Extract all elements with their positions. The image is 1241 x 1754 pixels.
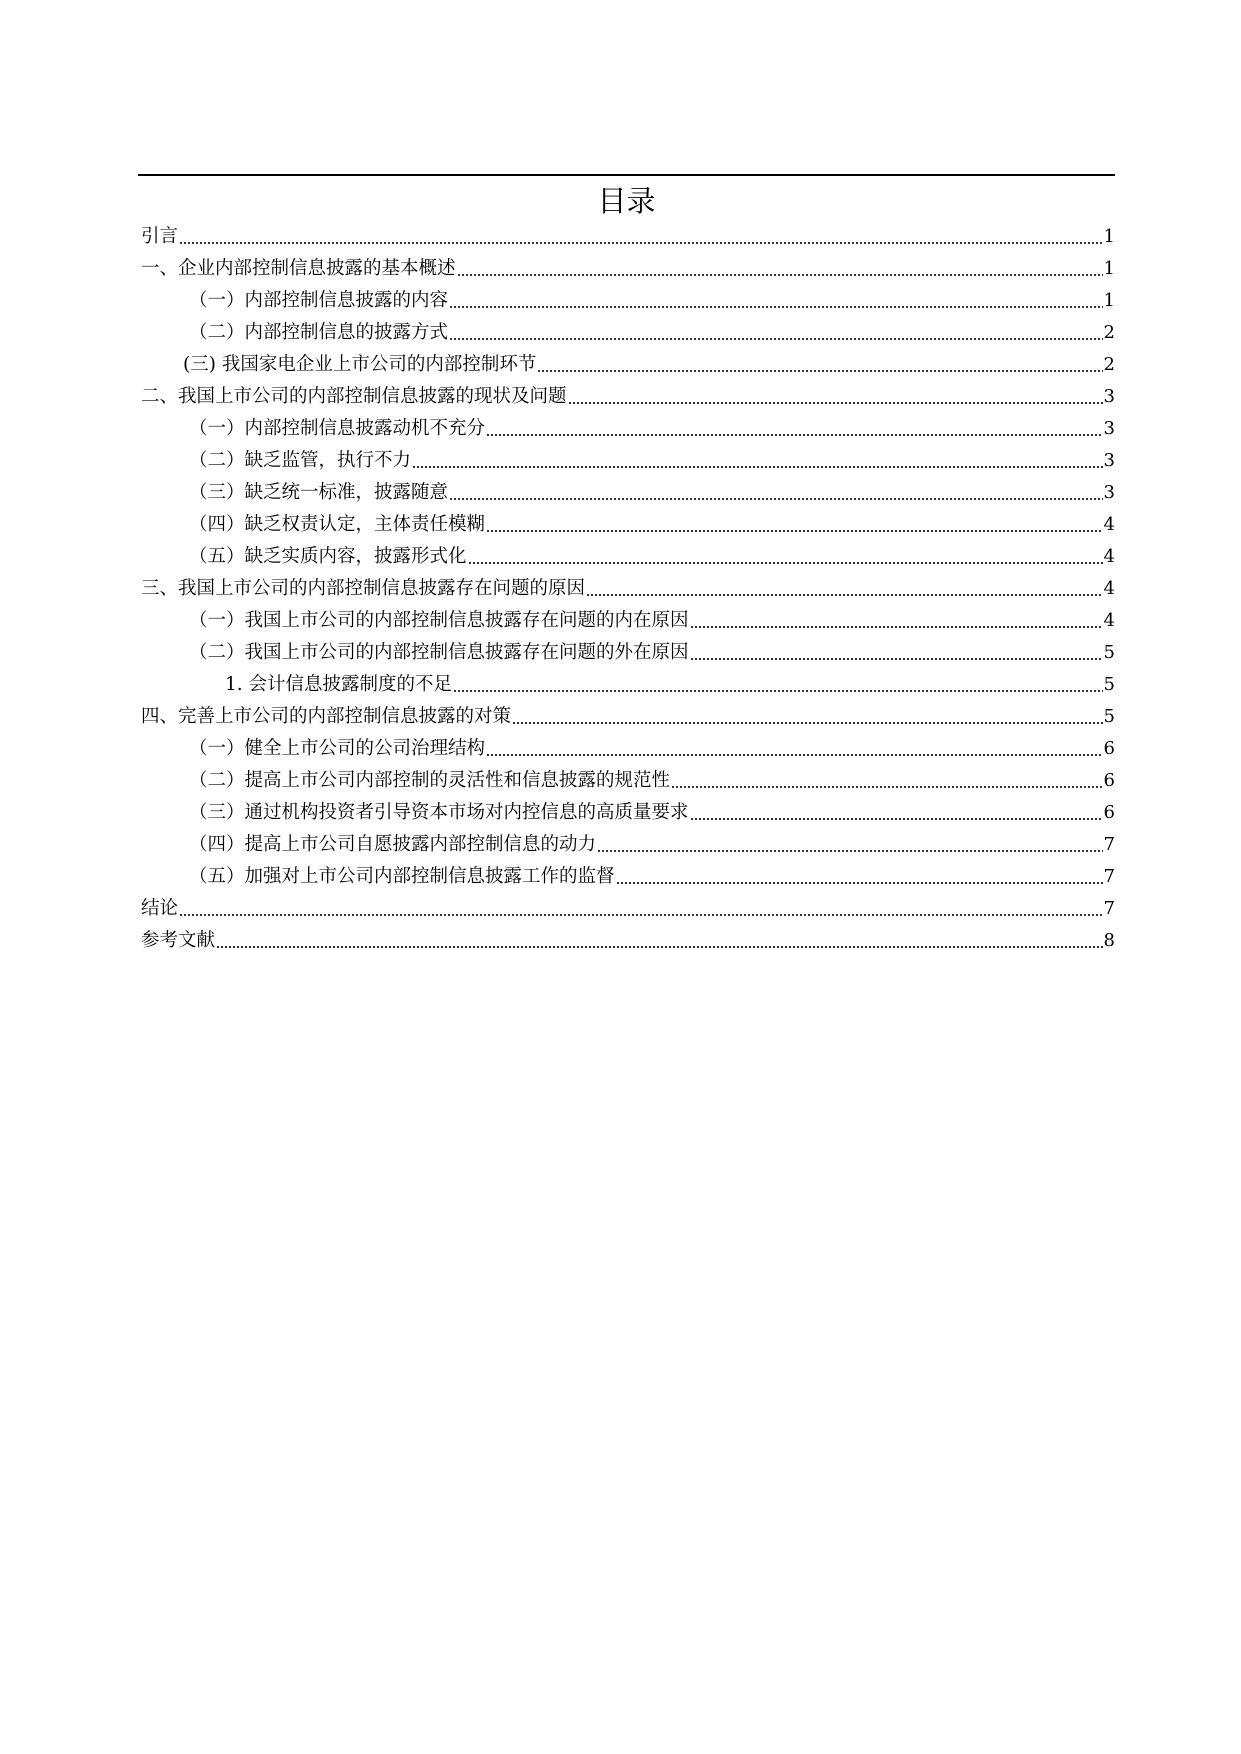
toc-entry-conclusion[interactable] [141, 892, 1115, 924]
toc-page-number: 4 [1103, 610, 1115, 631]
toc-page-number: 1 [1103, 290, 1115, 311]
toc-page-number: 4 [1103, 514, 1115, 535]
toc-entry-label: （一）内部控制信息披露的内容 [189, 290, 449, 311]
toc-entry-section-4-5[interactable] [189, 860, 1115, 892]
toc-page-number: 3 [1103, 386, 1115, 407]
toc-entry-chapter-4[interactable] [141, 700, 1115, 732]
toc-entry-label: （二）我国上市公司的内部控制信息披露存在问题的外在原因 [189, 642, 689, 663]
toc-dot-leader [449, 498, 1103, 500]
toc-entry-section-1-1[interactable] [189, 284, 1115, 316]
toc-entry-label: 二、我国上市公司的内部控制信息披露的现状及问题 [141, 386, 567, 407]
toc-dot-leader [412, 466, 1103, 468]
toc-dot-leader [449, 306, 1103, 308]
toc-entry-subsection-3-2-1[interactable] [225, 668, 1115, 700]
toc-entry-section-3-1[interactable] [189, 604, 1115, 636]
toc-dot-leader [568, 402, 1103, 404]
toc-dot-leader [486, 530, 1103, 532]
toc-entry-label: 三、我国上市公司的内部控制信息披露存在问题的原因 [141, 578, 586, 599]
toc-entry-section-2-5[interactable] [189, 540, 1115, 572]
toc-entry-references[interactable] [141, 924, 1115, 956]
toc-dot-leader [453, 690, 1103, 692]
toc-dot-leader [597, 850, 1103, 852]
toc-dot-leader [216, 946, 1103, 948]
toc-dot-leader [512, 722, 1103, 724]
toc-entry-chapter-1[interactable] [141, 252, 1115, 284]
toc-dot-leader [179, 914, 1103, 916]
toc-entry-chapter-2[interactable] [141, 380, 1115, 412]
toc-entry-section-2-4[interactable] [189, 508, 1115, 540]
toc-entry-label: 引言 [141, 226, 179, 247]
toc-page-number: 4 [1103, 578, 1115, 599]
toc-entry-section-3-2[interactable] [189, 636, 1115, 668]
toc-entry-section-2-3[interactable] [189, 476, 1115, 508]
toc-dot-leader [690, 626, 1103, 628]
toc-page-number: 4 [1103, 546, 1115, 567]
toc-dot-leader [690, 818, 1103, 820]
toc-entry-label: （二）提高上市公司内部控制的灵活性和信息披露的规范性 [189, 770, 671, 791]
toc-entry-section-1-3[interactable] [183, 348, 1115, 380]
toc-dot-leader [671, 786, 1103, 788]
toc-page-number: 7 [1103, 834, 1115, 855]
toc-page-number: 6 [1103, 802, 1115, 823]
toc-entry-label: 1. 会计信息披露制度的不足 [225, 674, 453, 695]
toc-dot-leader [690, 658, 1103, 660]
toc-entry-section-4-2[interactable] [189, 764, 1115, 796]
header-rule [138, 174, 1115, 176]
toc-entry-label: （二）内部控制信息的披露方式 [189, 322, 449, 343]
toc-page-number: 8 [1103, 930, 1115, 951]
toc-page-number: 6 [1103, 738, 1115, 759]
toc-page-number: 7 [1103, 866, 1115, 887]
toc-entry-label: 结论 [141, 898, 179, 919]
toc-page-number: 2 [1103, 322, 1115, 343]
toc-entry-label: （五）缺乏实质内容，披露形式化 [189, 546, 467, 567]
toc-page-number: 3 [1103, 450, 1115, 471]
toc-page-number: 7 [1103, 898, 1115, 919]
toc-entry-section-2-2[interactable] [189, 444, 1115, 476]
toc-entry-label: 四、完善上市公司的内部控制信息披露的对策 [141, 706, 512, 727]
toc-dot-leader [486, 434, 1103, 436]
toc-dot-leader [449, 338, 1103, 340]
toc-entry-label: （一）我国上市公司的内部控制信息披露存在问题的内在原因 [189, 610, 689, 631]
toc-entry-label: （四）提高上市公司自愿披露内部控制信息的动力 [189, 834, 597, 855]
toc-entry-label: （二）缺乏监管，执行不力 [189, 450, 412, 471]
toc-page-number: 1 [1103, 226, 1115, 247]
toc-entry-label: （三）通过机构投资者引导资本市场对内控信息的高质量要求 [189, 802, 689, 823]
toc-entry-section-1-2[interactable] [189, 316, 1115, 348]
toc-title: 目录 [597, 184, 656, 218]
toc-entry-section-4-4[interactable] [189, 828, 1115, 860]
toc-entry-label: （五）加强对上市公司内部控制信息披露工作的监督 [189, 866, 615, 887]
toc-dot-leader [457, 274, 1103, 276]
toc-entry-label: （四）缺乏权责认定，主体责任模糊 [189, 514, 486, 535]
toc-entry-chapter-3[interactable] [141, 572, 1115, 604]
toc-entry-section-4-1[interactable] [189, 732, 1115, 764]
toc-dot-leader [486, 754, 1103, 756]
toc-dot-leader [586, 594, 1103, 596]
toc-page-number: 5 [1103, 642, 1115, 663]
toc-entry-label: （一）内部控制信息披露动机不充分 [189, 418, 486, 439]
toc-entry-introduction[interactable] [141, 220, 1115, 252]
toc-dot-leader [179, 242, 1103, 244]
toc-entry-label: (三) 我国家电企业上市公司的内部控制环节 [183, 354, 537, 375]
toc-page-number: 3 [1103, 418, 1115, 439]
toc-entry-section-4-3[interactable] [189, 796, 1115, 828]
toc-page-number: 5 [1103, 706, 1115, 727]
toc-dot-leader [468, 562, 1103, 564]
toc-dot-leader [616, 882, 1103, 884]
toc-entry-label: 一、企业内部控制信息披露的基本概述 [141, 258, 456, 279]
toc-page-number: 1 [1103, 258, 1115, 279]
toc-page-number: 2 [1103, 354, 1115, 375]
toc-page-number: 6 [1103, 770, 1115, 791]
toc-entry-section-2-1[interactable] [189, 412, 1115, 444]
toc-page-number: 3 [1103, 482, 1115, 503]
toc-entry-label: （一）健全上市公司的公司治理结构 [189, 738, 486, 759]
toc-entry-label: 参考文献 [141, 930, 216, 951]
toc-page-number: 5 [1103, 674, 1115, 695]
toc-dot-leader [537, 370, 1102, 372]
toc-entry-label: （三）缺乏统一标准，披露随意 [189, 482, 449, 503]
